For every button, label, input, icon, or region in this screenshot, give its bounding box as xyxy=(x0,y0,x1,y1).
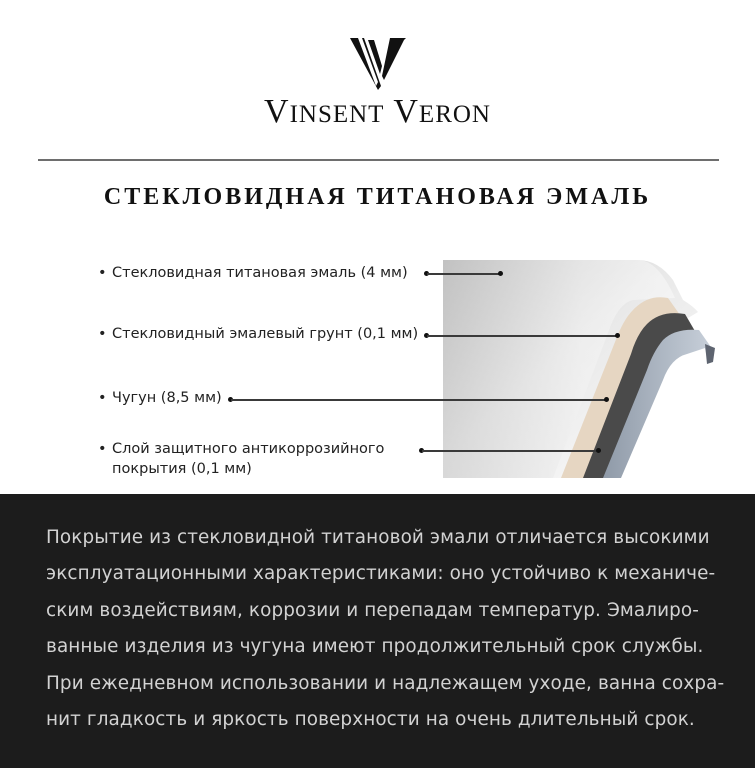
header-divider xyxy=(38,159,719,161)
brand-monogram-logo xyxy=(0,36,755,100)
layer-label-text: Чугун (8,5 мм) xyxy=(112,390,222,406)
leader-line xyxy=(427,335,617,337)
layer-label-enamel xyxy=(98,263,408,283)
layer-label-cast-iron xyxy=(98,388,222,408)
bullet: • xyxy=(98,326,107,342)
brand-initial: V xyxy=(264,93,290,130)
layer-label-text: Стекловидная титановая эмаль (4 мм) xyxy=(112,265,408,281)
leader-dot xyxy=(604,397,609,402)
layer-label-anticorrosion xyxy=(98,439,385,479)
layer-label-ground-coat xyxy=(98,324,419,344)
description-line: При ежедневном использовании и надлежащем уходе, ванна сохра- xyxy=(46,672,725,694)
brand-name xyxy=(0,94,755,133)
section-heading: СТЕКЛОВИДНАЯ ТИТАНОВАЯ ЭМАЛЬ xyxy=(103,184,652,210)
description-paragraph xyxy=(46,520,736,738)
layer-label-text: покрытия (0,1 мм) xyxy=(112,461,252,477)
leader-dot xyxy=(498,271,503,276)
layer-label-text: Слой защитного антикоррозийного xyxy=(112,441,385,457)
brand-word-2: ERON xyxy=(418,101,491,128)
leader-line xyxy=(422,450,599,452)
description-line: нит гладкость и яркость поверхности на очень длительный срок. xyxy=(46,709,695,731)
description-line: Покрытие из стекловидной титановой эмали отличается высокими xyxy=(46,527,710,548)
leader-dot xyxy=(615,333,620,338)
bullet: • xyxy=(98,441,107,457)
enamel-layers-diagram xyxy=(443,258,723,480)
vv-monogram-icon xyxy=(348,36,408,92)
brand-word-1: INSENT xyxy=(289,101,385,128)
leader-line xyxy=(427,273,501,275)
leader-line xyxy=(231,399,607,401)
bullet: • xyxy=(98,265,107,281)
description-line: эксплуатационными характеристиками: оно устойчиво к механиче- xyxy=(46,563,716,585)
layer-label-text: Стекловидный эмалевый грунт (0,1 мм) xyxy=(112,326,419,342)
brand-initial: V xyxy=(393,93,419,130)
bullet: • xyxy=(98,390,107,406)
description-line: ванные изделия из чугуна имеют продолжительный срок службы. xyxy=(46,636,704,658)
description-line: ским воздействиям, коррозии и перепадам температур. Эмалиро- xyxy=(46,599,699,621)
description-section xyxy=(0,494,755,768)
leader-dot xyxy=(596,448,601,453)
